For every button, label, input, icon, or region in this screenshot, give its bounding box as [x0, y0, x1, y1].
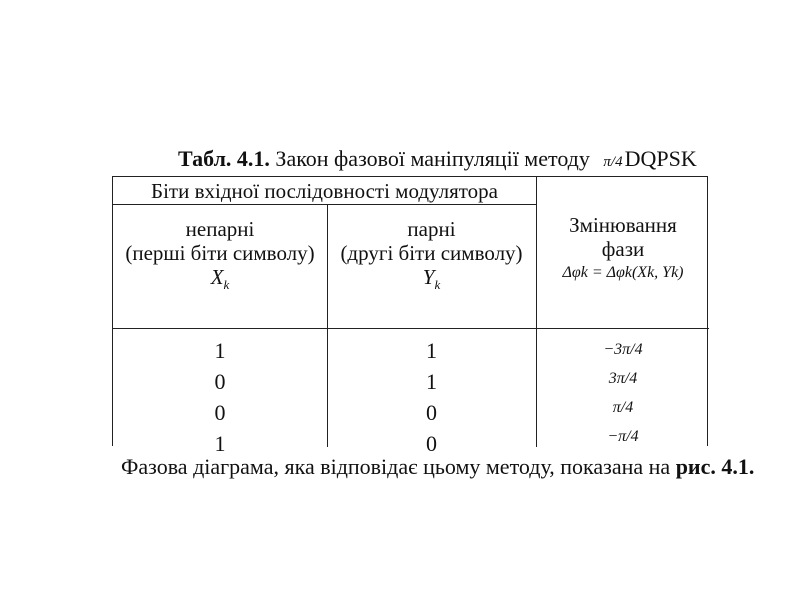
table-cell-x: 1: [214, 338, 226, 363]
phase-table: [112, 176, 708, 456]
col1-symbol-sub: k: [223, 277, 230, 293]
col3-header: [537, 213, 709, 285]
table-cell-phase: 3π/4: [608, 370, 638, 387]
col1-subtitle: (перші біти символу): [125, 241, 315, 265]
col1-title: непарні: [185, 217, 255, 241]
table-cell-y: 0: [426, 400, 437, 425]
col2-subtitle: (другі біти символу): [340, 241, 523, 265]
table-cell-x: 0: [214, 400, 226, 425]
table-cell-phase: −π/4: [607, 428, 639, 445]
col1-symbol: X: [210, 265, 224, 289]
table-cell-phase: π/4: [612, 399, 634, 416]
header-bottom-divider: [113, 328, 709, 329]
col3-title-line2: фази: [601, 237, 645, 261]
table-cell-y: 0: [426, 431, 437, 456]
col2-values: [327, 335, 536, 459]
col3-formula: Δφk = Δφk(Xk, Yk): [562, 264, 684, 281]
table-caption: [178, 146, 697, 172]
caption-method-math: π/4: [603, 154, 623, 170]
col2-symbol: Y: [422, 265, 435, 289]
caption-method-name: DQPSK: [624, 146, 697, 171]
table-cell-x: 1: [214, 431, 226, 456]
col1-values: [113, 335, 327, 459]
table-cell-y: 1: [426, 338, 437, 363]
caption-label: Табл. 4.1.: [178, 146, 270, 171]
group-header: Біти вхідної послідовності модулятора: [151, 179, 498, 203]
col3-title-line1: Змінювання: [569, 213, 677, 237]
footer-text: Фазова діаграма, яка відповідає цьому методу, показана на: [121, 454, 671, 479]
table-cell-phase: −3π/4: [603, 341, 643, 358]
caption-text: Закон фазової маніпуляції методу: [275, 146, 590, 171]
col3-values: [537, 335, 709, 451]
col2-title: парні: [407, 217, 456, 241]
group-header-divider: [113, 204, 536, 205]
col2-header: [327, 217, 536, 297]
table-cell-x: 0: [214, 369, 226, 394]
col1-header: [113, 217, 327, 297]
table-cell-y: 1: [426, 369, 437, 394]
footer-paragraph: [121, 454, 754, 480]
col2-symbol-sub: k: [434, 277, 441, 293]
figure-reference: рис. 4.1.: [675, 454, 755, 479]
